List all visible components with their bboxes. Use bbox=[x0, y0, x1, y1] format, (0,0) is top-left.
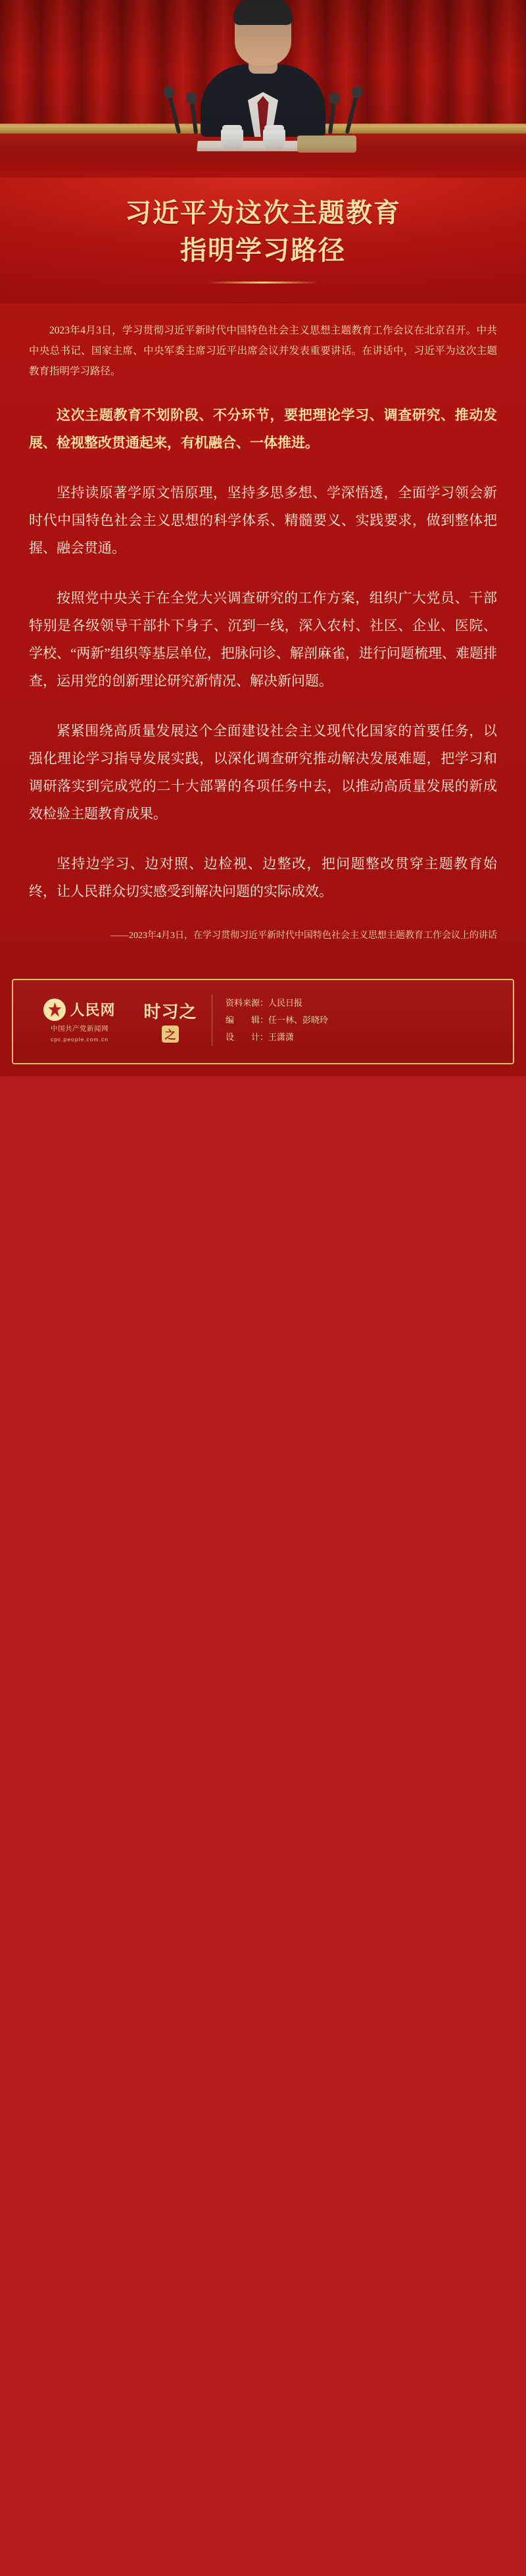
body-paragraph-5: 坚持边学习、边对照、边检视、边整改，把问题整改贯穿主题教育始终，让人民群众切实感受到解决问题的实际成效。 bbox=[29, 855, 497, 899]
star-icon bbox=[43, 999, 66, 1021]
brand-name: 人民网 bbox=[70, 1002, 116, 1019]
page-title bbox=[26, 195, 500, 270]
brand-url: cpc.people.com.cn bbox=[51, 1035, 108, 1043]
credit-editor: 编 辑：任一林、彭晓玲 bbox=[226, 1015, 329, 1026]
poster-root bbox=[0, 0, 526, 1076]
body-paragraph-3: 按照党中央关于在全党大兴调查研究的工作方案，组织广大党员、干部特别是各级领导干部扑下身子、沉到一线，深入农村、社区、企业、医院、学校、“两新”组织等基层单位，把脉问诊、解剖麻雀，进行问题梳理、难题排查，运用党的创新理论研究新情况、解决新问题。 bbox=[29, 589, 497, 689]
credit-source: 资料来源：人民日报 bbox=[226, 998, 303, 1008]
brand-logo bbox=[43, 999, 115, 1021]
brand-block bbox=[30, 999, 129, 1043]
hero-photo bbox=[0, 0, 526, 178]
lede-paragraph: 2023年4月3日，学习贯彻习近平新时代中国特色社会主义思想主题教育工作会议在北京召开。中共中央总书记、国家主席、中央军委主席习近平出席会议并发表重要讲话。在讲话中，习近平为这次主题教育指明学习路径。 bbox=[29, 324, 497, 377]
title-divider bbox=[207, 282, 319, 284]
credit-designer: 设 计：王潇潇 bbox=[226, 1032, 295, 1043]
photo-bottom-fade bbox=[0, 146, 526, 178]
column-title: 时习之 bbox=[143, 1002, 197, 1022]
body-paragraph-2: 坚持读原著学原文悟原理，坚持多思多想、学深悟透，全面学习领会新时代中国特色社会主义思想的科学体系、精髓要义、实践要求，做到整体把握、融会贯通。 bbox=[29, 484, 497, 556]
page-title-line-2: 指明学习路径 bbox=[180, 235, 346, 265]
credits-list bbox=[212, 995, 496, 1046]
column-seal bbox=[141, 999, 200, 1043]
body-paragraph-4: 紧紧围绕高质量发展这个全面建设社会主义现代化国家的首要任务，以强化理论学习指导发展实践，以深化调查研究推动解决发展难题，把学习和调研落实到完成党的二十大部署的各项任务中去，以推动高质量发展的新成效检验主题教育成果。 bbox=[29, 722, 497, 822]
page-title-line-1: 习近平为这次主题教育 bbox=[125, 198, 401, 228]
footer-credits-panel bbox=[12, 979, 514, 1064]
source-attribution: ——2023年4月3日，在学习贯彻习近平新时代中国特色社会主义思想主题教育工作会议上的讲话 bbox=[110, 930, 497, 941]
brand-subtitle: 中国共产党新闻网 bbox=[51, 1025, 108, 1033]
title-banner bbox=[0, 178, 526, 303]
body-paragraph-1: 这次主题教育不划阶段、不分环节，要把理论学习、调查研究、推动发展、检视整改贯通起来，有机融合、一体推进。 bbox=[29, 407, 497, 451]
seal-badge: 之 bbox=[162, 1026, 179, 1043]
article-body bbox=[0, 303, 526, 968]
